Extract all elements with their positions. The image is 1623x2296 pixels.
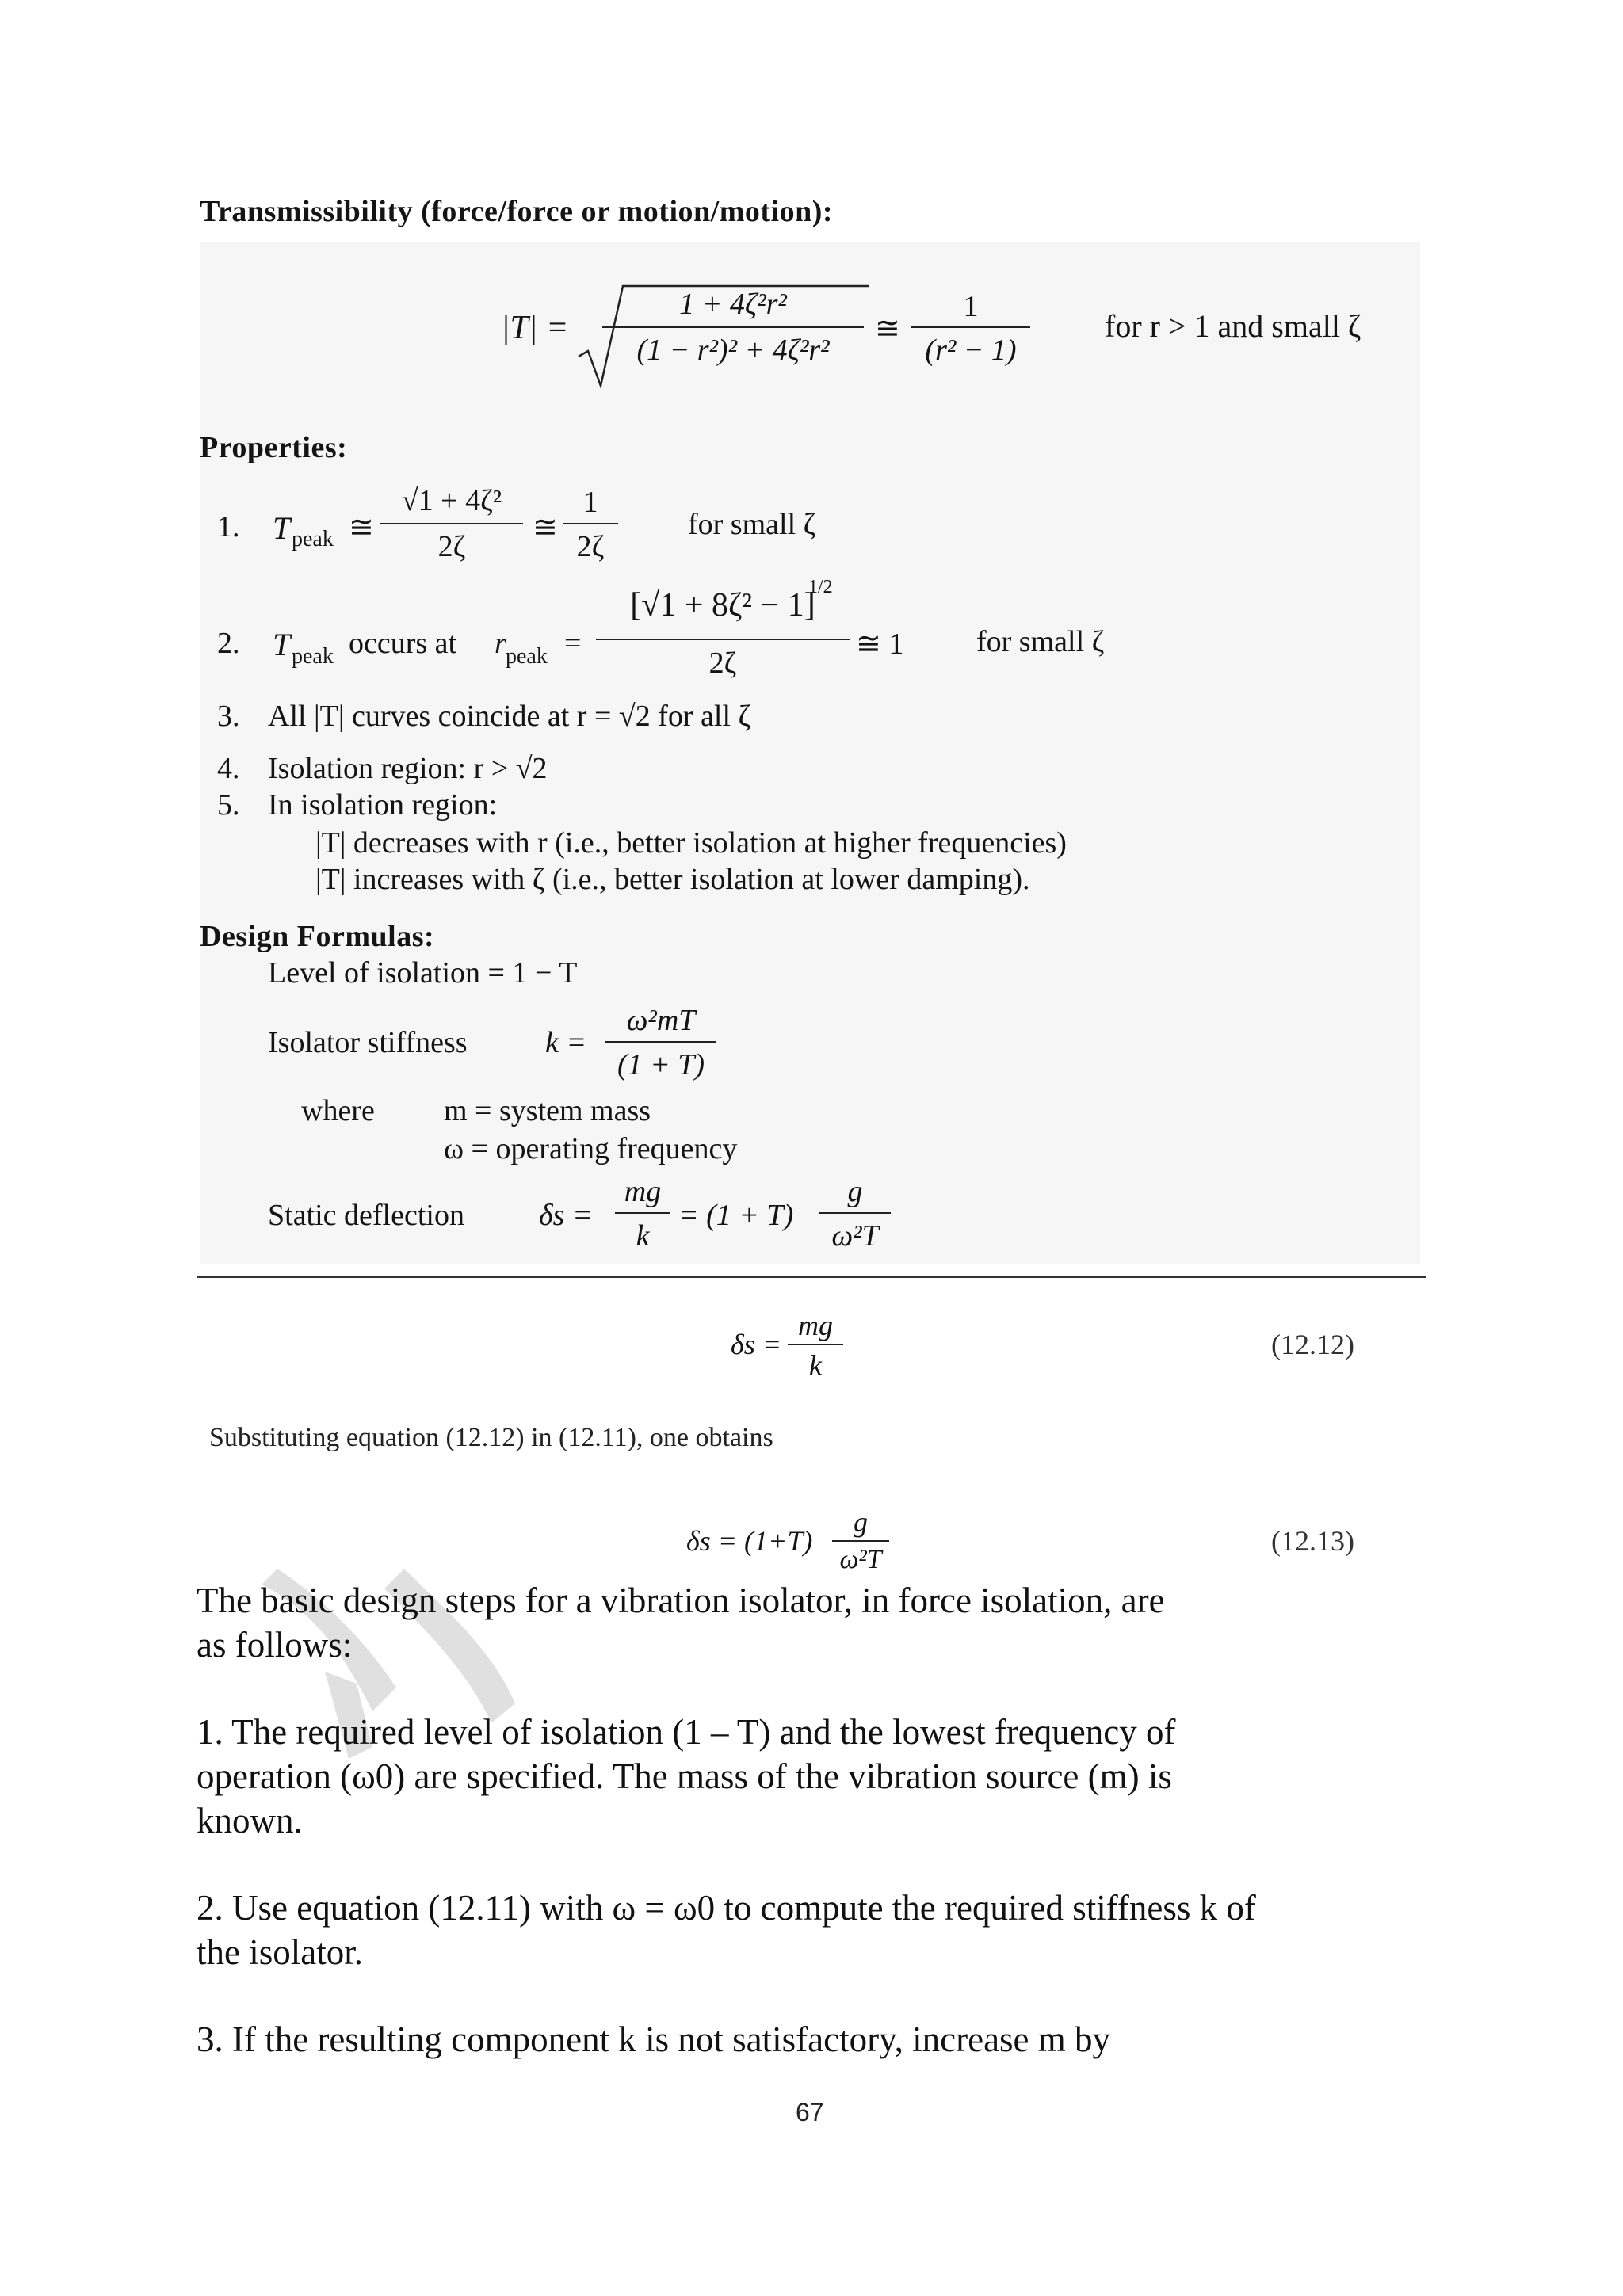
design-stiffness-den: (1 + T) — [617, 1048, 705, 1081]
property-1-approx1: ≅ — [349, 511, 374, 544]
property-1-sub: peak — [292, 527, 334, 551]
property-2-lhs: T — [273, 627, 291, 662]
design-static-lhs: δs = — [539, 1199, 593, 1232]
step-2-line-1: 2. Use equation (12.11) with ω = ω0 to compute the required stiffness k of — [197, 1888, 1256, 1928]
design-static-den1: k — [636, 1219, 650, 1253]
property-1-number: 1. — [217, 510, 240, 543]
property-1-condition: for small ζ — [688, 508, 816, 541]
property-2-text: occurs at — [349, 627, 457, 660]
property-4-number: 4. — [217, 752, 240, 785]
property-5a-text: |T| decreases with r (i.e., better isolation at higher frequencies) — [315, 826, 1067, 860]
design-level-of-isolation: Level of isolation = 1 − T — [268, 956, 578, 990]
property-3-text: All |T| curves coincide at r = √2 for all ζ — [268, 700, 751, 733]
intro-line-2: as follows: — [197, 1625, 353, 1665]
property-4-text: Isolation region: r > √2 — [268, 752, 548, 785]
property-1-frac2-num: 1 — [582, 486, 598, 519]
property-2-condition: for small ζ — [976, 625, 1105, 658]
eq-12-12-number: (12.12) — [1271, 1329, 1354, 1360]
eq-12-12-lhs: δs = — [731, 1329, 782, 1360]
design-where: where — [301, 1094, 375, 1127]
design-static-bar1 — [615, 1212, 670, 1214]
eq-12-13-lhs: δs = (1+T) — [686, 1525, 813, 1557]
property-2-frac-den: 2ζ — [708, 646, 737, 680]
property-5-number: 5. — [217, 788, 240, 822]
property-1-lhs: T — [273, 510, 291, 546]
property-2-eq: = — [564, 627, 582, 660]
main-eq-fraction: 1 + 4ζ²r² — [679, 288, 787, 321]
property-1-frac1-bar — [380, 523, 523, 524]
main-eq-rhs-den: (r² − 1) — [925, 334, 1017, 367]
eq-12-13-den: ω²T — [839, 1545, 882, 1574]
design-stiffness-label: Isolator stiffness — [268, 1026, 468, 1059]
property-1-frac2-bar — [563, 523, 618, 524]
intro-line-1: The basic design steps for a vibration isolator, in force isolation, are — [197, 1581, 1165, 1620]
eq-12-12-den: k — [809, 1349, 822, 1381]
section-divider — [197, 1276, 1426, 1278]
design-formulas-title: Design Formulas: — [200, 920, 435, 953]
eq-12-13-number: (12.13) — [1271, 1525, 1354, 1557]
property-1-approx2: ≅ — [533, 511, 558, 544]
step-1-line-2: operation (ω0) are specified. The mass of the vibration source (m) is — [197, 1756, 1172, 1796]
page-number: 67 — [796, 2098, 824, 2126]
main-eq-rhs-bar — [911, 326, 1030, 328]
main-eq-lhs: |T| = — [501, 310, 569, 346]
step-1-line-1: 1. The required level of isolation (1 – T) and the lowest frequency of — [197, 1712, 1176, 1752]
property-1-frac1-num: √1 + 4ζ² — [401, 484, 502, 517]
main-eq-denominator: (1 − r²)² + 4ζ²r² — [636, 334, 830, 367]
property-2-r: r — [495, 627, 506, 660]
design-omega-definition: ω = operating frequency — [444, 1132, 738, 1165]
main-eq-rhs-num: 1 — [963, 290, 979, 323]
main-eq-fraction-bar — [602, 326, 864, 328]
property-2-number: 2. — [217, 627, 240, 660]
property-2-exp: 1/2 — [808, 577, 833, 597]
eq-12-12-bar — [788, 1344, 843, 1345]
design-static-num1: mg — [624, 1175, 662, 1208]
design-static-den2: ω²T — [831, 1219, 879, 1253]
design-static-mid: = (1 + T) — [678, 1199, 794, 1232]
design-static-label: Static deflection — [268, 1199, 464, 1232]
eq-12-13-bar — [832, 1540, 889, 1542]
main-eq-condition: for r > 1 and small ζ — [1105, 308, 1361, 344]
property-2-frac-num: [√1 + 8ζ² − 1] — [630, 587, 815, 624]
design-static-bar2 — [819, 1212, 891, 1214]
design-stiffness-lhs: k = — [545, 1026, 587, 1059]
design-stiffness-num: ω²mT — [626, 1004, 696, 1037]
section-heading: Transmissibility (force/force or motion/motion): — [200, 195, 834, 228]
property-1-frac2-den: 2ζ — [576, 530, 605, 563]
property-2-frac-bar — [596, 639, 850, 640]
property-5b-text: |T| increases with ζ (i.e., better isolation at lower damping). — [315, 863, 1030, 896]
property-2-sub: peak — [292, 644, 334, 669]
step-2-line-2: the isolator. — [197, 1932, 363, 1972]
design-static-num2: g — [847, 1175, 863, 1208]
design-stiffness-bar — [605, 1041, 716, 1043]
main-eq-approx: ≅ — [875, 312, 900, 345]
property-2-approx: ≅ 1 — [856, 627, 904, 661]
property-3-number: 3. — [217, 700, 240, 733]
step-1-line-3: known. — [197, 1801, 303, 1840]
properties-title: Properties: — [200, 431, 348, 464]
eq-12-12-num: mg — [798, 1310, 833, 1341]
property-1-frac1-den: 2ζ — [437, 530, 466, 563]
substituting-text: Substituting equation (12.12) in (12.11), one obtains — [209, 1423, 773, 1452]
property-5-text: In isolation region: — [268, 788, 498, 822]
design-mass-definition: m = system mass — [444, 1094, 651, 1127]
property-2-rsub: peak — [506, 644, 548, 669]
eq-12-13-num: g — [854, 1506, 868, 1538]
step-3-line-1: 3. If the resulting component k is not satisfactory, increase m by — [197, 2019, 1111, 2059]
